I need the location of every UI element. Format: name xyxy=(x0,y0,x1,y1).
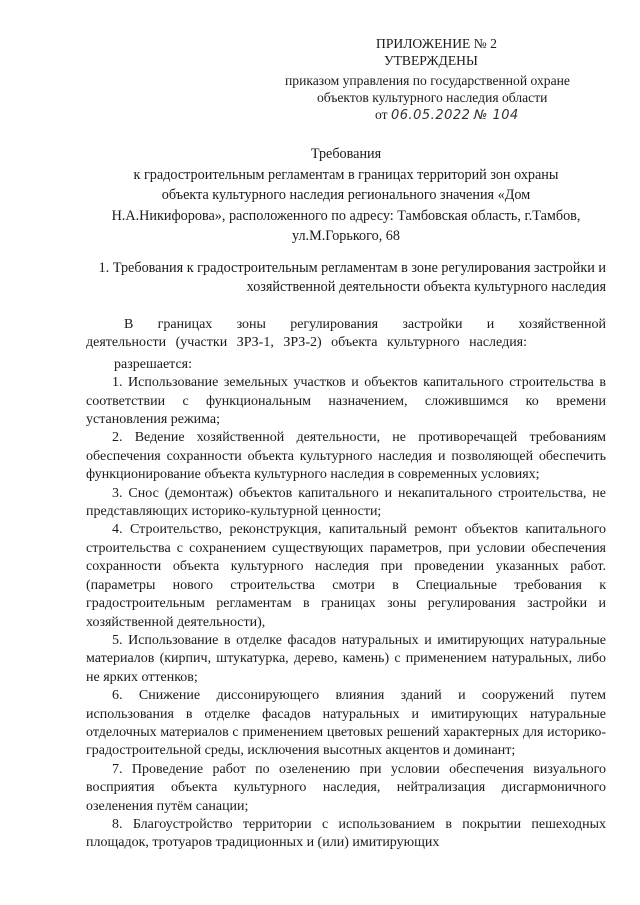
title-line-1: Требования xyxy=(310,146,382,162)
allowed-label: разрешается: xyxy=(114,356,192,372)
order-line-2: объектов культурного наследия области xyxy=(317,90,548,105)
title-line-4: Н.А.Никифорова», расположенного по адресу: Тамбовская область, г.Тамбов, xyxy=(111,207,581,224)
intro-paragraph: В границах зоны регулирования застройки и хозяйственной деятельности (участки ЗРЗ-1, ЗРЗ-2) объекта культурного наследия: xyxy=(86,317,606,351)
title-line-2: к градостроительным регламентам в границах территорий зон охраны xyxy=(133,166,559,183)
order-date-line xyxy=(375,106,519,124)
title-line-5: ул.М.Горького, 68 xyxy=(292,228,400,244)
section-heading: 1. Требования к градостроительным регламентам в зоне регулирования застройки и хозяйственной деятельности объекта культурного наследия xyxy=(98,260,606,295)
title-line-3: объекта культурного наследия регионального значения «Дом xyxy=(161,187,531,203)
list-item: 7. Проведение работ по озеленению при условии обеспечения визуального восприятия объекта культурного наследия, нейтрализация дисгармоничного озеленения путём санации; xyxy=(86,761,606,814)
handwritten-number: № 104 xyxy=(473,108,519,123)
date-prefix: от xyxy=(375,107,388,122)
document-title xyxy=(86,144,606,247)
order-line-1: приказом управления по государственной охране xyxy=(285,73,570,88)
list-item: 6. Снижение диссонирующего влияния зданий и сооружений путем использования в отделке фасадов натуральных и имитирующих натуральные отделочных материалов с применением цветовых решений характерных для историко-градостроительной среды, исключения высотных акцентов и доминант; xyxy=(86,688,606,759)
list-item: 5. Использование в отделке фасадов натуральных и имитирующих натуральные материалов (кирпич, штукатурка, дерево, камень) с применением натуральных, либо не ярких оттенков; xyxy=(86,632,606,685)
list-item: 1. Использование земельных участков и объектов капитального строительства в соответствии с функциональным назначением, сложившимся ко времени установления режима; xyxy=(86,375,606,428)
list-item: 2. Ведение хозяйственной деятельности, не противоречащей требованиям обеспечения сохранности объекта культурного наследия и позволяющей обеспечить функционирование объекта культурного наследия в современных условиях; xyxy=(86,430,606,483)
list-item: 3. Снос (демонтаж) объектов капитального и некапитального строительства, не представляющих историко-культурной ценности; xyxy=(86,485,606,520)
list-item: 4. Строительство, реконструкция, капитальный ремонт объектов капитального строительства с сохранением существующих параметров, при условии обеспечения сохранности объекта культурного наследия при проведении указанных работ. (параметры нового строительства смотри в Специальные требования к градостроительным регламентам в границах зоны регулирования застройки и хозяйственной деятельности), xyxy=(86,522,606,630)
approved-label: УТВЕРЖДЕНЫ xyxy=(384,53,478,68)
section-body xyxy=(86,316,606,853)
appendix-label: ПРИЛОЖЕНИЕ № 2 xyxy=(376,36,497,51)
list-item: 8. Благоустройство территории с использованием в покрытии пешеходных площадок, тротуаров традиционных и (или) имитирующих xyxy=(86,816,606,851)
handwritten-date: 06.05.2022 xyxy=(390,108,471,123)
